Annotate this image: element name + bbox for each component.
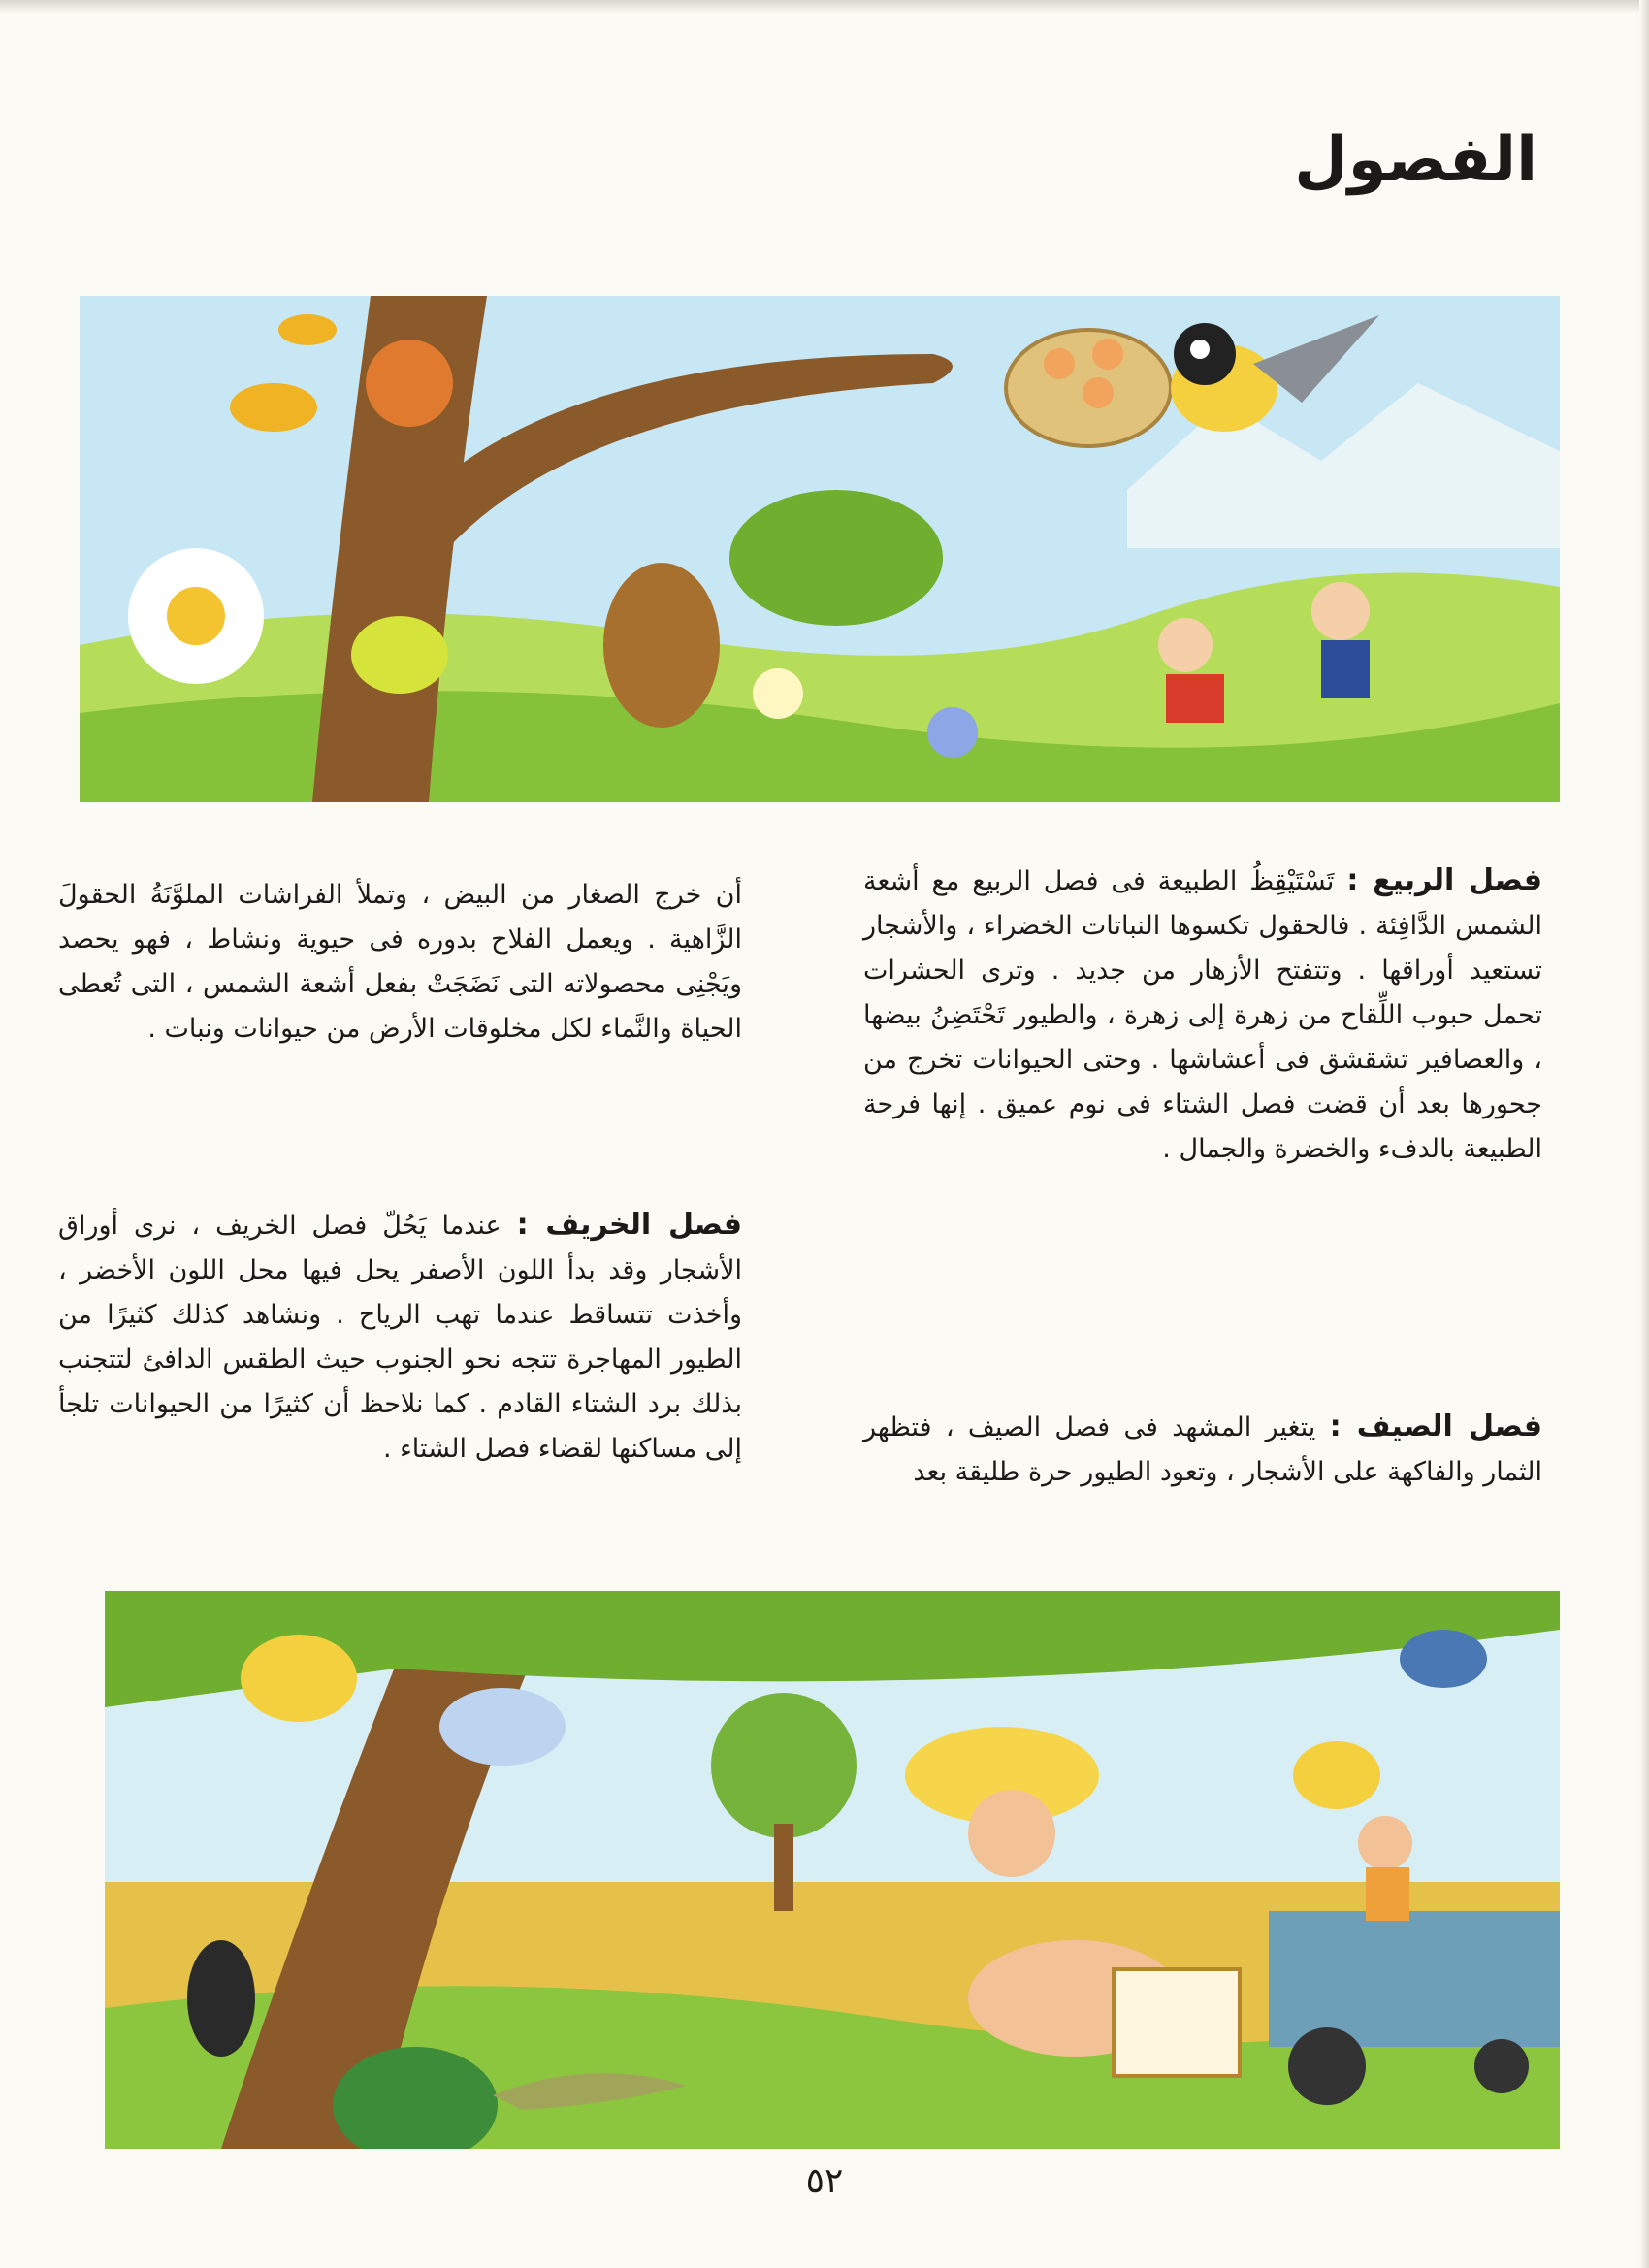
spring-section — [863, 859, 1542, 1172]
summer-heading: فصل الصيف : — [1329, 1409, 1542, 1443]
spring-illustration — [80, 296, 1560, 802]
page-title: الفصول — [1294, 124, 1537, 196]
autumn-section — [58, 1203, 742, 1472]
summer-illustration — [105, 1591, 1560, 2149]
summer-section — [863, 1405, 1542, 1495]
page-number: ٥٢ — [805, 2161, 844, 2201]
autumn-heading: فصل الخريف : — [516, 1208, 742, 1242]
summer-text: يتغير المشهد فى فصل الصيف ، فتظهر الثمار والفاكهة على الأشجار ، وتعود الطيور حرة طليقة بعد — [863, 1412, 1542, 1487]
spring-heading: فصل الربيع : — [1346, 863, 1542, 897]
summer-continuation: أن خرج الصغار من البيض ، وتملأ الفراشات الملوَّنَةُ الحقولَ الزَّاهية . ويعمل الفلاح بدوره فى حيوية ونشاط ، فهو يحصد ويَجْنِى محصولاته التى نَضَجَتْ بفعل أشعة الشمس ، التى تُعطى الحياة والنَّماء لكل مخلوقات الأرض من حيوانات ونبات . — [58, 880, 742, 1044]
autumn-text: عندما يَحُلّ فصل الخريف ، نرى أوراق الأشجار وقد بدأ اللون الأصفر يحل فيها محل اللون الأخضر ، وأخذت تتساقط عندما تهب الرياح . ونشاهد كذلك كثيرًا من الطيور المهاجرة تتجه نحو الجنوب حيث الطقس الدافئ لتتجنب بذلك برد الشتاء القادم . كما نلاحظ أن كثيرًا من الحيوانات تلجأ إلى مساكنها لقضاء فصل الشتاء . — [58, 1211, 742, 1464]
page-top-edge — [0, 0, 1649, 14]
page-right-edge — [1639, 0, 1649, 2268]
spring-text: تَسْتَيْقِظُ الطبيعة فى فصل الربيع مع أشعة الشمس الدَّافِئة . فالحقول تكسوها النباتات الخضراء ، والأشجار تستعيد أوراقها . وتتفتح الأزهار من جديد . وترى الحشرات تحمل حبوب اللِّقاح من زهرة إلى زهرة ، والطيور تَحْتَضِنُ بيضها ، والعصافير تشقشق فى أعشاشها . وحتى الحيوانات تخرج من جحورها بعد أن قضت فصل الشتاء فى نوم عميق . إنها فرحة الطبيعة بالدفء والخضرة والجمال . — [863, 866, 1542, 1164]
